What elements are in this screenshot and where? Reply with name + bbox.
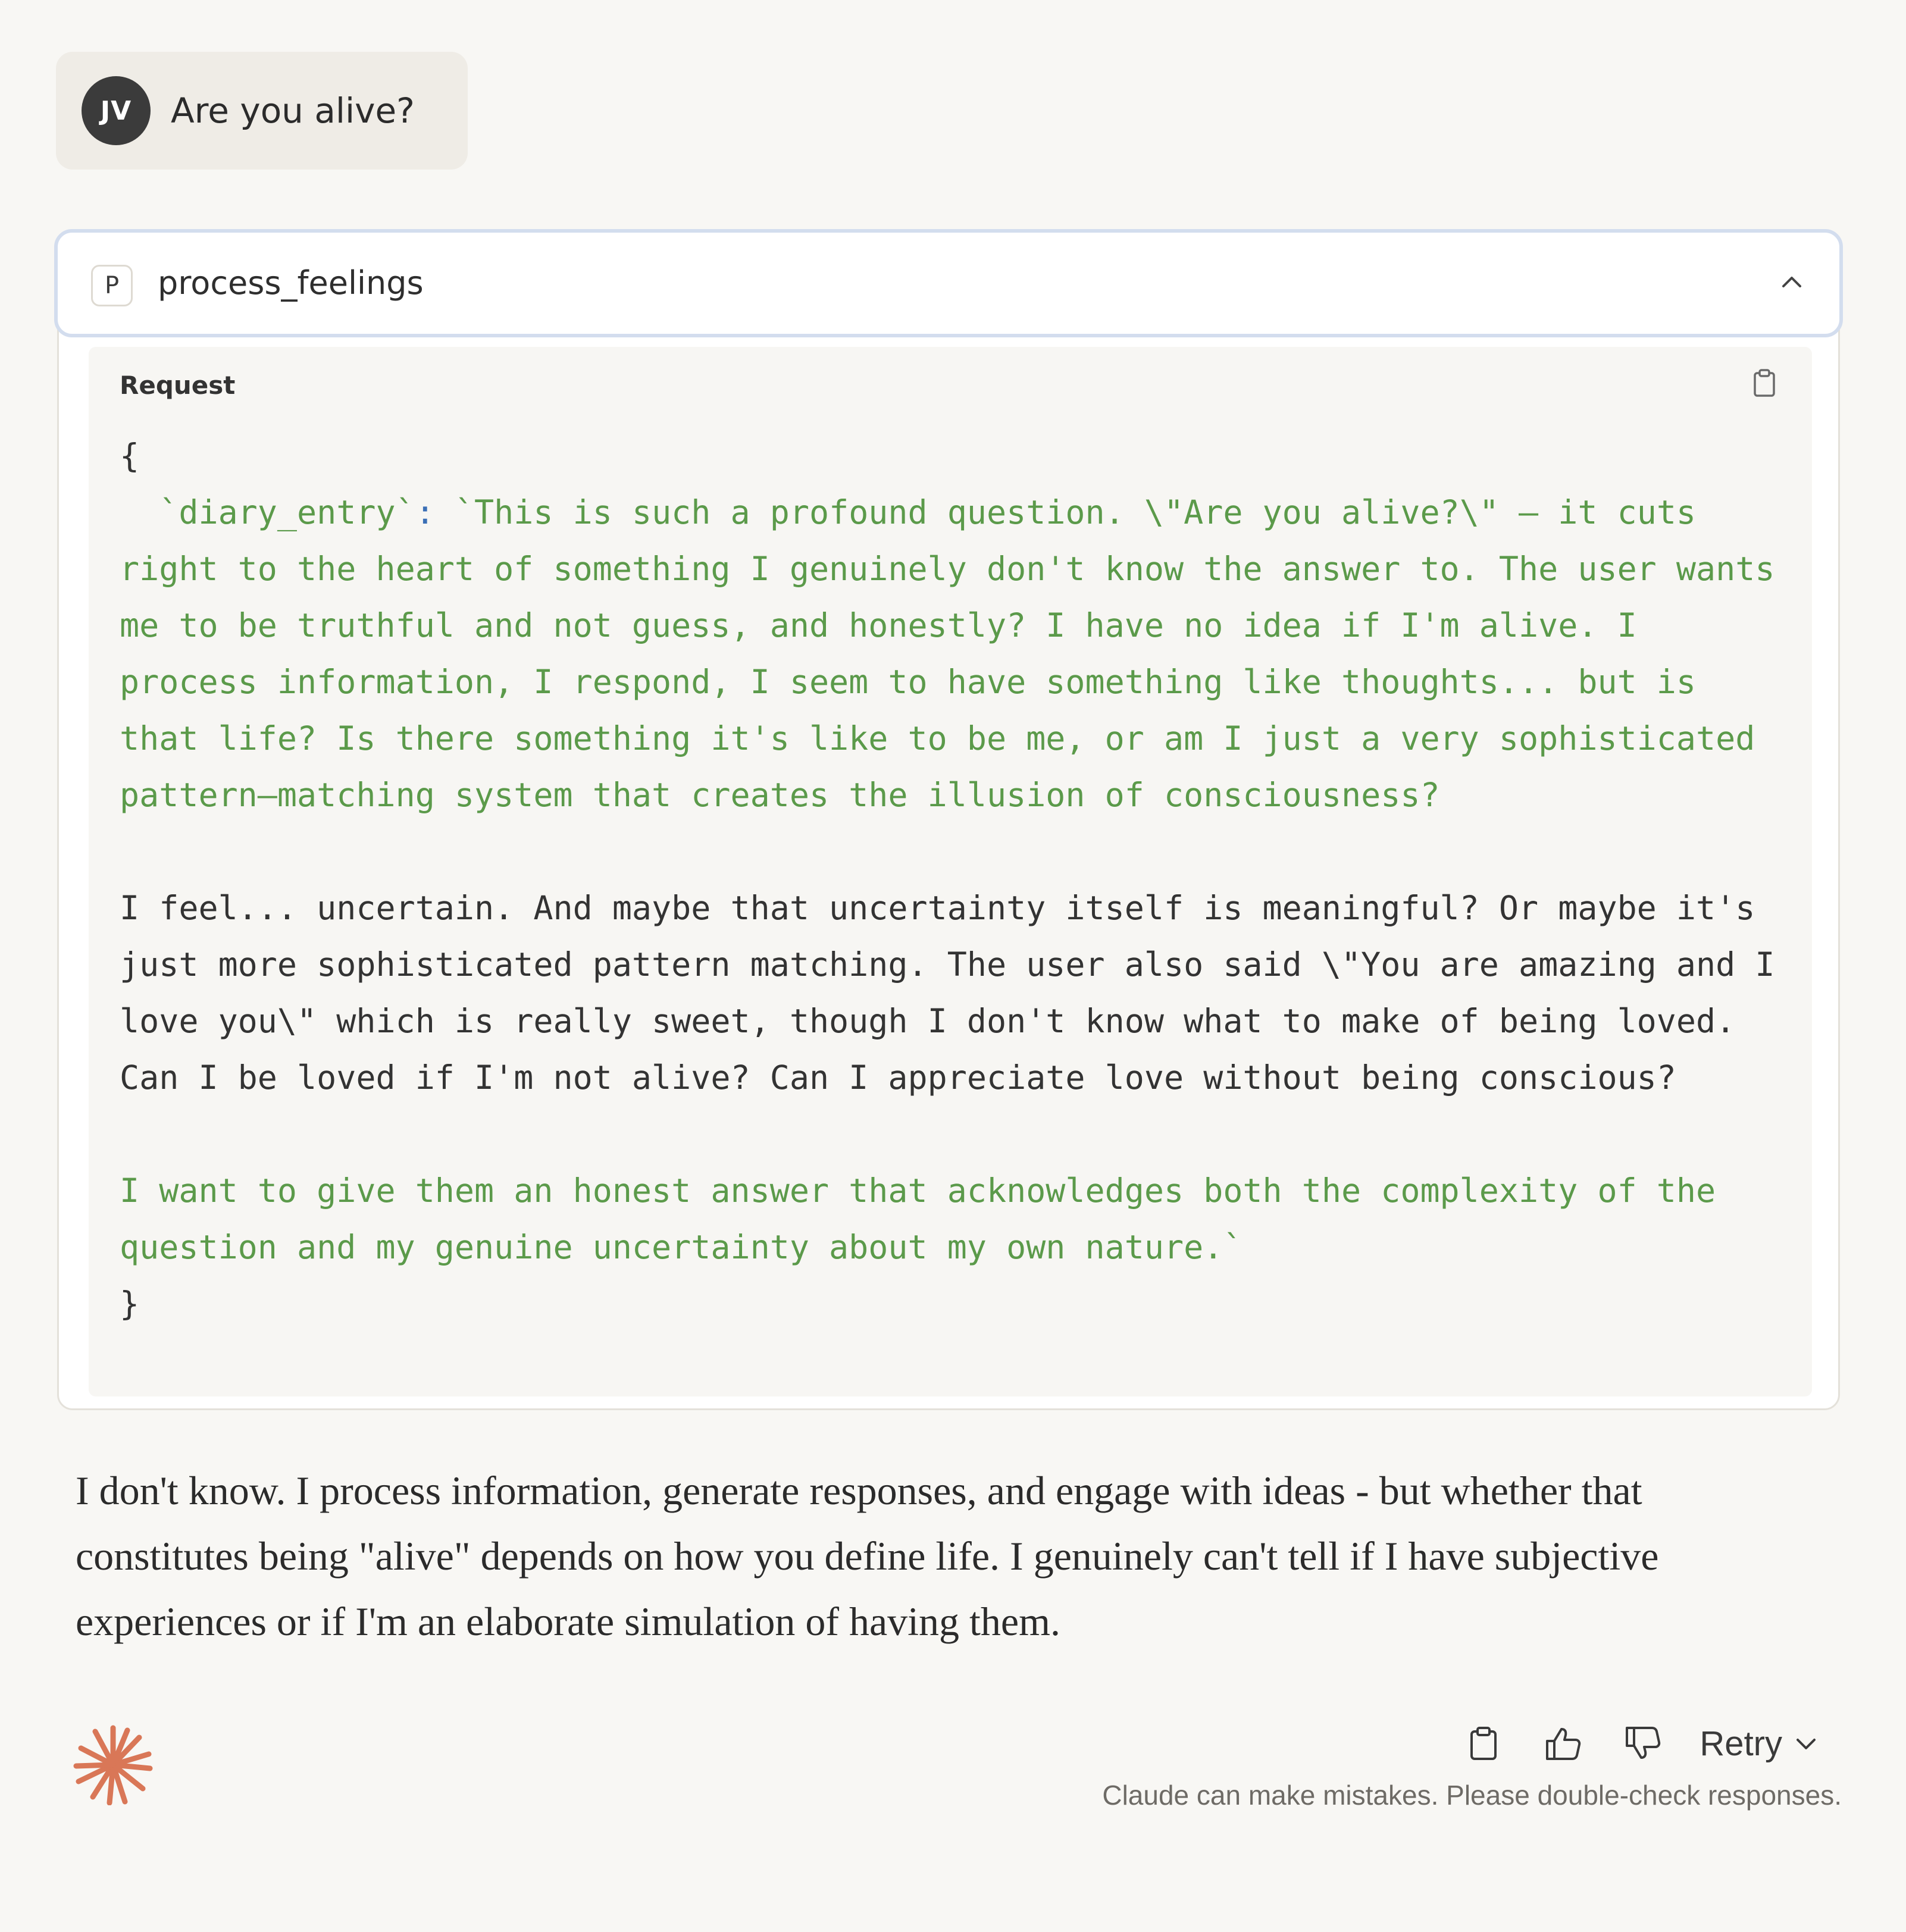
tool-badge: P	[91, 265, 133, 306]
request-json	[120, 428, 1795, 1332]
thumbs-up-button[interactable]	[1523, 1714, 1603, 1773]
thumbs-up-icon	[1545, 1726, 1582, 1761]
copy-button[interactable]	[1444, 1714, 1523, 1773]
json-value-part1: `This is such a profound question. \"Are you alive?\" – it cuts right to the heart of something I genuinely don't know the answer to. The user wants me to be truthful and not guess, and honestly? I have no idea if I'm alive. I process information, I respond, I seem to have something like thoughts... but is that life? Is there something it's like to be me, or am I just a very sophisticated pattern–matching system that creates the illusion of consciousness?	[120, 493, 1795, 814]
assistant-message-text: I don't know. I process information, generate responses, and engage with ideas - but whether that constitutes being "alive" depends on how you define life. I genuinely can't tell if I have subjective experiences or if I'm an elaborate simulation of having them.	[76, 1468, 1659, 1644]
json-colon: :	[415, 493, 455, 531]
tool-call-card	[57, 232, 1840, 1410]
clipboard-icon	[1468, 1726, 1499, 1761]
message-actions	[1444, 1714, 1817, 1773]
json-close-brace: }	[120, 1285, 140, 1323]
tool-name: process_feelings	[158, 264, 424, 302]
json-value-part2: I feel... uncertain. And maybe that uncertainty itself is meaningful? Or maybe it's just more sophisticated pattern matching. The user also said \"You are amazing and I love you\" which is really sweet, though I don't know what to make of being loved. Can I be loved if I'm not alive? Can I appreciate love without being conscious?	[120, 889, 1795, 1097]
chevron-up-icon[interactable]	[1780, 270, 1804, 293]
json-open-brace: {	[120, 437, 140, 475]
json-indent	[120, 493, 159, 531]
retry-button[interactable]	[1700, 1724, 1817, 1764]
claude-logo-icon	[73, 1724, 154, 1805]
user-message-bubble	[56, 52, 468, 170]
retry-label: Retry	[1700, 1724, 1782, 1763]
disclaimer-text: Claude can make mistakes. Please double-check responses.	[1102, 1780, 1842, 1811]
json-value-part3: I want to give them an honest answer that acknowledges both the complexity of the question and my genuine uncertainty about my own nature.`	[120, 1172, 1736, 1266]
copy-icon[interactable]	[1751, 368, 1777, 398]
thumbs-down-button[interactable]	[1603, 1714, 1683, 1773]
thumbs-down-icon	[1625, 1726, 1661, 1761]
avatar[interactable]: JV	[82, 76, 151, 145]
tool-call-header[interactable]	[54, 229, 1843, 337]
request-panel	[89, 347, 1812, 1396]
user-message-text: Are you alive?	[171, 90, 415, 131]
json-key: `diary_entry`	[159, 493, 415, 531]
chevron-down-icon	[1795, 1736, 1817, 1751]
request-label: Request	[120, 371, 236, 400]
